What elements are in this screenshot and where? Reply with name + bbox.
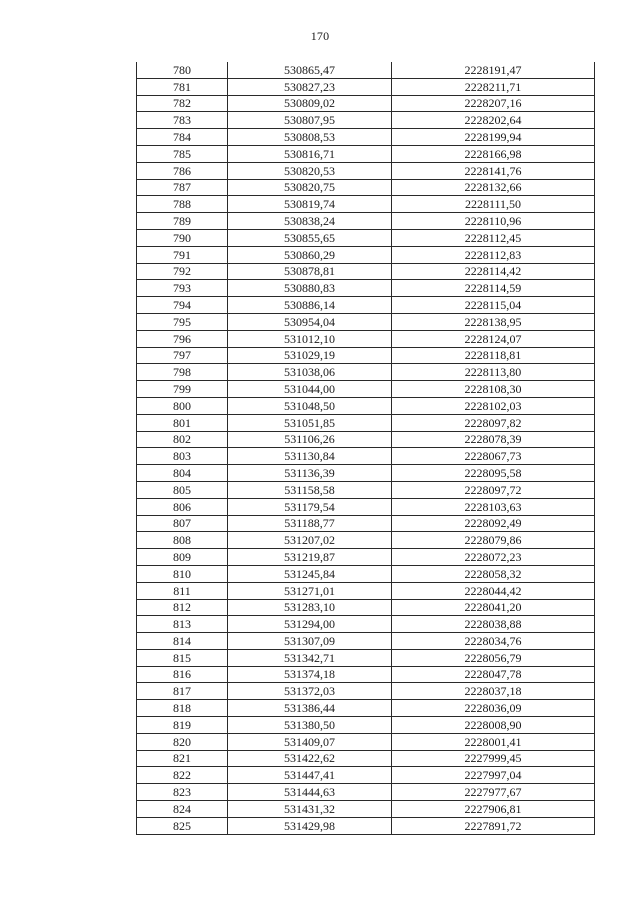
y-coordinate-cell: 2228110,96 <box>392 213 595 230</box>
point-number-cell: 825 <box>137 817 228 834</box>
table-row <box>137 582 595 599</box>
table-row <box>137 213 595 230</box>
y-coordinate-cell: 2228034,76 <box>392 633 595 650</box>
x-coordinate-cell: 531179,54 <box>228 498 392 515</box>
point-number-cell: 780 <box>137 62 228 78</box>
y-coordinate-cell: 2228191,47 <box>392 62 595 78</box>
table-row <box>137 565 595 582</box>
y-coordinate-cell: 2228036,09 <box>392 700 595 717</box>
x-coordinate-cell: 531130,84 <box>228 448 392 465</box>
coordinates-table-body <box>137 62 595 834</box>
table-row <box>137 145 595 162</box>
y-coordinate-cell: 2228072,23 <box>392 549 595 566</box>
table-row <box>137 263 595 280</box>
point-number-cell: 808 <box>137 532 228 549</box>
x-coordinate-cell: 530816,71 <box>228 145 392 162</box>
point-number-cell: 783 <box>137 112 228 129</box>
table-row <box>137 633 595 650</box>
y-coordinate-cell: 2227891,72 <box>392 817 595 834</box>
table-row <box>137 162 595 179</box>
x-coordinate-cell: 530865,47 <box>228 62 392 78</box>
point-number-cell: 805 <box>137 481 228 498</box>
table-row <box>137 616 595 633</box>
y-coordinate-cell: 2228114,42 <box>392 263 595 280</box>
point-number-cell: 823 <box>137 784 228 801</box>
point-number-cell: 801 <box>137 414 228 431</box>
x-coordinate-cell: 530878,81 <box>228 263 392 280</box>
table-row <box>137 515 595 532</box>
table-row <box>137 347 595 364</box>
y-coordinate-cell: 2228058,32 <box>392 565 595 582</box>
y-coordinate-cell: 2228108,30 <box>392 381 595 398</box>
table-row <box>137 649 595 666</box>
point-number-cell: 792 <box>137 263 228 280</box>
x-coordinate-cell: 530855,65 <box>228 229 392 246</box>
table-row <box>137 784 595 801</box>
point-number-cell: 789 <box>137 213 228 230</box>
y-coordinate-cell: 2228138,95 <box>392 313 595 330</box>
y-coordinate-cell: 2228097,72 <box>392 481 595 498</box>
x-coordinate-cell: 531429,98 <box>228 817 392 834</box>
y-coordinate-cell: 2227977,67 <box>392 784 595 801</box>
x-coordinate-cell: 530819,74 <box>228 196 392 213</box>
table-row <box>137 179 595 196</box>
table-row <box>137 78 595 95</box>
point-number-cell: 813 <box>137 616 228 633</box>
y-coordinate-cell: 2228102,03 <box>392 397 595 414</box>
x-coordinate-cell: 530827,23 <box>228 78 392 95</box>
x-coordinate-cell: 531342,71 <box>228 649 392 666</box>
y-coordinate-cell: 2228132,66 <box>392 179 595 196</box>
point-number-cell: 804 <box>137 465 228 482</box>
table-row <box>137 297 595 314</box>
table-row <box>137 330 595 347</box>
x-coordinate-cell: 530880,83 <box>228 280 392 297</box>
y-coordinate-cell: 2228124,07 <box>392 330 595 347</box>
point-number-cell: 807 <box>137 515 228 532</box>
x-coordinate-cell: 530860,29 <box>228 246 392 263</box>
y-coordinate-cell: 2228001,41 <box>392 733 595 750</box>
table-row <box>137 112 595 129</box>
x-coordinate-cell: 531207,02 <box>228 532 392 549</box>
table-row <box>137 700 595 717</box>
table-row <box>137 196 595 213</box>
x-coordinate-cell: 531307,09 <box>228 633 392 650</box>
x-coordinate-cell: 531048,50 <box>228 397 392 414</box>
table-row <box>137 549 595 566</box>
point-number-cell: 803 <box>137 448 228 465</box>
point-number-cell: 819 <box>137 717 228 734</box>
coordinates-table <box>136 62 595 835</box>
table-row <box>137 666 595 683</box>
table-row <box>137 733 595 750</box>
table-row <box>137 817 595 834</box>
table-row <box>137 465 595 482</box>
x-coordinate-cell: 530808,53 <box>228 129 392 146</box>
y-coordinate-cell: 2228199,94 <box>392 129 595 146</box>
x-coordinate-cell: 530886,14 <box>228 297 392 314</box>
y-coordinate-cell: 2228114,59 <box>392 280 595 297</box>
x-coordinate-cell: 531422,62 <box>228 750 392 767</box>
table-row <box>137 62 595 78</box>
table-row <box>137 364 595 381</box>
y-coordinate-cell: 2228112,83 <box>392 246 595 263</box>
x-coordinate-cell: 531372,03 <box>228 683 392 700</box>
x-coordinate-cell: 531051,85 <box>228 414 392 431</box>
table-row <box>137 280 595 297</box>
x-coordinate-cell: 531136,39 <box>228 465 392 482</box>
table-row <box>137 750 595 767</box>
x-coordinate-cell: 530838,24 <box>228 213 392 230</box>
x-coordinate-cell: 531374,18 <box>228 666 392 683</box>
point-number-cell: 815 <box>137 649 228 666</box>
point-number-cell: 810 <box>137 565 228 582</box>
table-row <box>137 717 595 734</box>
table-row <box>137 498 595 515</box>
point-number-cell: 820 <box>137 733 228 750</box>
y-coordinate-cell: 2228112,45 <box>392 229 595 246</box>
page-number: 170 <box>310 29 330 43</box>
y-coordinate-cell: 2228095,58 <box>392 465 595 482</box>
point-number-cell: 811 <box>137 582 228 599</box>
point-number-cell: 816 <box>137 666 228 683</box>
table-row <box>137 599 595 616</box>
x-coordinate-cell: 530954,04 <box>228 313 392 330</box>
table-row <box>137 801 595 818</box>
x-coordinate-cell: 531294,00 <box>228 616 392 633</box>
x-coordinate-cell: 531012,10 <box>228 330 392 347</box>
y-coordinate-cell: 2228103,63 <box>392 498 595 515</box>
y-coordinate-cell: 2228047,78 <box>392 666 595 683</box>
table-row <box>137 313 595 330</box>
x-coordinate-cell: 531106,26 <box>228 431 392 448</box>
point-number-cell: 784 <box>137 129 228 146</box>
y-coordinate-cell: 2228056,79 <box>392 649 595 666</box>
y-coordinate-cell: 2228166,98 <box>392 145 595 162</box>
point-number-cell: 796 <box>137 330 228 347</box>
table-row <box>137 95 595 112</box>
table-row <box>137 414 595 431</box>
x-coordinate-cell: 531044,00 <box>228 381 392 398</box>
x-coordinate-cell: 531158,58 <box>228 481 392 498</box>
x-coordinate-cell: 531219,87 <box>228 549 392 566</box>
point-number-cell: 790 <box>137 229 228 246</box>
point-number-cell: 800 <box>137 397 228 414</box>
y-coordinate-cell: 2228202,64 <box>392 112 595 129</box>
point-number-cell: 781 <box>137 78 228 95</box>
y-coordinate-cell: 2228067,73 <box>392 448 595 465</box>
x-coordinate-cell: 531409,07 <box>228 733 392 750</box>
point-number-cell: 818 <box>137 700 228 717</box>
point-number-cell: 802 <box>137 431 228 448</box>
y-coordinate-cell: 2227906,81 <box>392 801 595 818</box>
x-coordinate-cell: 531386,44 <box>228 700 392 717</box>
point-number-cell: 797 <box>137 347 228 364</box>
point-number-cell: 786 <box>137 162 228 179</box>
x-coordinate-cell: 531283,10 <box>228 599 392 616</box>
y-coordinate-cell: 2228111,50 <box>392 196 595 213</box>
x-coordinate-cell: 531038,06 <box>228 364 392 381</box>
y-coordinate-cell: 2228008,90 <box>392 717 595 734</box>
y-coordinate-cell: 2228041,20 <box>392 599 595 616</box>
y-coordinate-cell: 2228115,04 <box>392 297 595 314</box>
point-number-cell: 817 <box>137 683 228 700</box>
y-coordinate-cell: 2228079,86 <box>392 532 595 549</box>
x-coordinate-cell: 531431,32 <box>228 801 392 818</box>
point-number-cell: 806 <box>137 498 228 515</box>
x-coordinate-cell: 531447,41 <box>228 767 392 784</box>
point-number-cell: 787 <box>137 179 228 196</box>
y-coordinate-cell: 2228037,18 <box>392 683 595 700</box>
y-coordinate-cell: 2228113,80 <box>392 364 595 381</box>
y-coordinate-cell: 2228044,42 <box>392 582 595 599</box>
x-coordinate-cell: 531380,50 <box>228 717 392 734</box>
table-row <box>137 397 595 414</box>
point-number-cell: 793 <box>137 280 228 297</box>
y-coordinate-cell: 2228038,88 <box>392 616 595 633</box>
table-row <box>137 431 595 448</box>
point-number-cell: 798 <box>137 364 228 381</box>
x-coordinate-cell: 530820,75 <box>228 179 392 196</box>
y-coordinate-cell: 2228092,49 <box>392 515 595 532</box>
point-number-cell: 785 <box>137 145 228 162</box>
point-number-cell: 812 <box>137 599 228 616</box>
point-number-cell: 821 <box>137 750 228 767</box>
point-number-cell: 795 <box>137 313 228 330</box>
y-coordinate-cell: 2228097,82 <box>392 414 595 431</box>
table-row <box>137 448 595 465</box>
point-number-cell: 791 <box>137 246 228 263</box>
point-number-cell: 824 <box>137 801 228 818</box>
table-row <box>137 229 595 246</box>
y-coordinate-cell: 2227997,04 <box>392 767 595 784</box>
point-number-cell: 788 <box>137 196 228 213</box>
point-number-cell: 809 <box>137 549 228 566</box>
table-row <box>137 381 595 398</box>
x-coordinate-cell: 531444,63 <box>228 784 392 801</box>
x-coordinate-cell: 531245,84 <box>228 565 392 582</box>
x-coordinate-cell: 530820,53 <box>228 162 392 179</box>
y-coordinate-cell: 2228141,76 <box>392 162 595 179</box>
table-row <box>137 767 595 784</box>
x-coordinate-cell: 531029,19 <box>228 347 392 364</box>
table-row <box>137 246 595 263</box>
x-coordinate-cell: 530809,02 <box>228 95 392 112</box>
table-row <box>137 481 595 498</box>
y-coordinate-cell: 2228078,39 <box>392 431 595 448</box>
y-coordinate-cell: 2228118,81 <box>392 347 595 364</box>
point-number-cell: 794 <box>137 297 228 314</box>
table-row <box>137 532 595 549</box>
y-coordinate-cell: 2228211,71 <box>392 78 595 95</box>
x-coordinate-cell: 531188,77 <box>228 515 392 532</box>
x-coordinate-cell: 531271,01 <box>228 582 392 599</box>
x-coordinate-cell: 530807,95 <box>228 112 392 129</box>
point-number-cell: 814 <box>137 633 228 650</box>
point-number-cell: 799 <box>137 381 228 398</box>
point-number-cell: 782 <box>137 95 228 112</box>
y-coordinate-cell: 2228207,16 <box>392 95 595 112</box>
point-number-cell: 822 <box>137 767 228 784</box>
table-row <box>137 129 595 146</box>
table-row <box>137 683 595 700</box>
y-coordinate-cell: 2227999,45 <box>392 750 595 767</box>
